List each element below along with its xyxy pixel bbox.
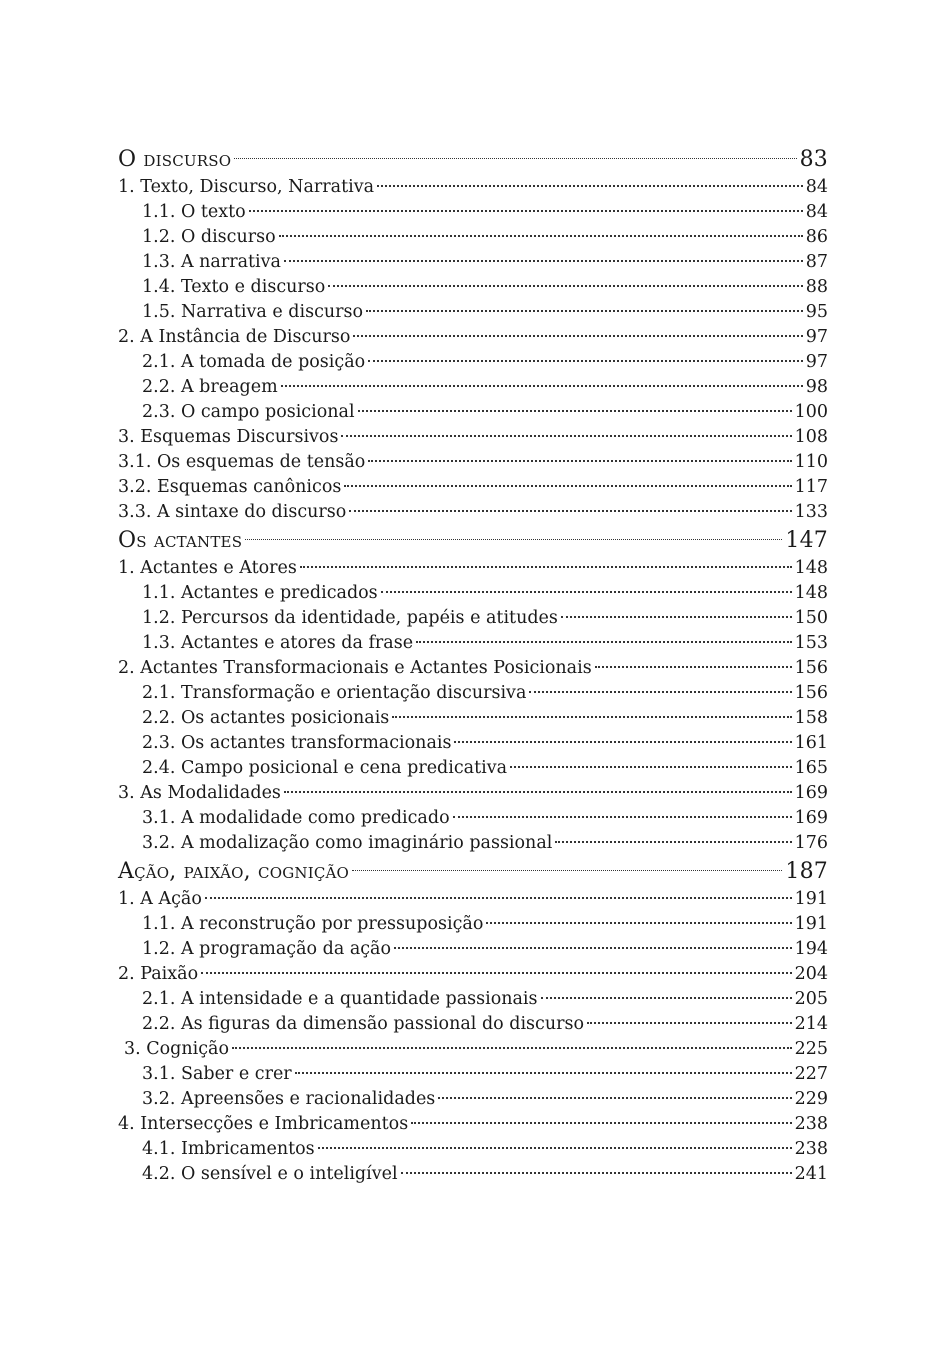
dot-leader xyxy=(245,539,782,540)
toc-entry-title: 1. Texto, Discurso, Narrativa xyxy=(118,177,375,197)
toc-entry-title: 1.2. O discurso xyxy=(142,227,276,247)
toc-subentry[interactable] xyxy=(118,987,828,1012)
toc-subentry[interactable] xyxy=(118,731,828,756)
dot-leader xyxy=(561,616,792,618)
toc-chapter-heading[interactable] xyxy=(118,856,828,887)
toc-entry-title: 3.1. Saber e crer xyxy=(142,1064,292,1084)
toc-entry-title: 1.1. Actantes e predicados xyxy=(142,583,378,603)
toc-entry[interactable] xyxy=(118,656,828,681)
toc-entry[interactable] xyxy=(118,175,828,200)
table-of-contents xyxy=(118,144,828,1187)
toc-page-number: 241 xyxy=(794,1164,828,1184)
toc-subentry[interactable] xyxy=(118,375,828,400)
toc-page-number: 229 xyxy=(794,1089,828,1109)
dot-leader xyxy=(328,285,802,287)
toc-entry-title: 3.3. A sintaxe do discurso xyxy=(118,502,347,522)
dot-leader xyxy=(201,972,791,974)
toc-entry-title: 2.1. A intensidade e a quantidade passionais xyxy=(142,989,538,1009)
toc-entry-title: 4.1. Imbricamentos xyxy=(142,1139,315,1159)
toc-page-number: 191 xyxy=(794,889,828,909)
toc-entry[interactable] xyxy=(118,500,828,525)
toc-entry-title: 3. Esquemas Discursivos xyxy=(118,427,339,447)
toc-subentry[interactable] xyxy=(118,581,828,606)
dot-leader xyxy=(295,1072,792,1074)
toc-entry-title: 2.1. Transformação e orientação discursiva xyxy=(142,683,527,703)
toc-entry-title: Os actantes xyxy=(118,528,243,553)
dot-leader xyxy=(555,841,791,843)
toc-entry-title: 2.2. Os actantes posicionais xyxy=(142,708,390,728)
dot-leader xyxy=(453,816,792,818)
dot-leader xyxy=(366,310,803,312)
toc-entry-title: 1.2. Percursos da identidade, papéis e atitudes xyxy=(142,608,558,628)
dot-leader xyxy=(368,460,791,462)
toc-entry-title: 1.5. Narrativa e discurso xyxy=(142,302,364,322)
toc-entry-title: 2.3. Os actantes transformacionais xyxy=(142,733,452,753)
toc-entry[interactable] xyxy=(118,325,828,350)
dot-leader xyxy=(529,691,791,693)
toc-entry-title: O discurso xyxy=(118,147,232,172)
toc-entry-title: 2. Actantes Transformacionais e Actantes Posicionais xyxy=(118,658,592,678)
toc-entry-title: 1. A Ação xyxy=(118,889,202,909)
toc-page-number: 117 xyxy=(794,477,828,497)
toc-page-number: 148 xyxy=(794,583,828,603)
toc-subentry[interactable] xyxy=(118,1062,828,1087)
toc-page-number: 108 xyxy=(794,427,828,447)
toc-page-number: 133 xyxy=(794,502,828,522)
dot-leader xyxy=(281,385,803,387)
dot-leader xyxy=(381,591,792,593)
toc-page-number: 205 xyxy=(794,989,828,1009)
toc-entry[interactable] xyxy=(118,962,828,987)
toc-page-number: 110 xyxy=(794,452,828,472)
toc-entry-title: 3.1. A modalidade como predicado xyxy=(142,808,450,828)
toc-entry-title: 4.2. O sensível e o inteligível xyxy=(142,1164,398,1184)
toc-entry-title: 4. Intersecções e Imbricamentos xyxy=(118,1114,409,1134)
toc-entry[interactable] xyxy=(118,1112,828,1137)
toc-chapter-heading[interactable] xyxy=(118,144,828,175)
toc-entry-title: 2.3. O campo posicional xyxy=(142,402,355,422)
toc-page-number: 98 xyxy=(805,377,828,397)
dot-leader xyxy=(279,235,803,237)
toc-page-number: 176 xyxy=(794,833,828,853)
toc-entry-title: 2.2. As figuras da dimensão passional do discurso xyxy=(142,1014,584,1034)
dot-leader xyxy=(411,1122,791,1124)
toc-page-number: 187 xyxy=(785,859,828,884)
toc-entry[interactable] xyxy=(118,450,828,475)
toc-subentry[interactable] xyxy=(118,1162,828,1187)
toc-page-number: 158 xyxy=(794,708,828,728)
dot-leader xyxy=(284,260,803,262)
toc-subentry[interactable] xyxy=(118,806,828,831)
toc-entry-title: 3.2. A modalização como imaginário passional xyxy=(142,833,553,853)
toc-page-number: 238 xyxy=(794,1114,828,1134)
toc-subentry[interactable] xyxy=(118,400,828,425)
toc-entry-title: 3.2. Apreensões e racionalidades xyxy=(142,1089,436,1109)
toc-page-number: 204 xyxy=(794,964,828,984)
toc-subentry[interactable] xyxy=(118,631,828,656)
toc-entry-title: 1.4. Texto e discurso xyxy=(142,277,326,297)
toc-entry-title: 2. Paixão xyxy=(118,964,199,984)
toc-subentry[interactable] xyxy=(118,912,828,937)
toc-page-number: 165 xyxy=(794,758,828,778)
toc-subentry[interactable] xyxy=(118,681,828,706)
toc-subentry[interactable] xyxy=(118,300,828,325)
dot-leader xyxy=(438,1097,791,1099)
toc-page-number: 97 xyxy=(805,327,828,347)
toc-page-number: 156 xyxy=(794,683,828,703)
toc-entry-title: 1.1. O texto xyxy=(142,202,246,222)
toc-subentry[interactable] xyxy=(118,937,828,962)
toc-subentry[interactable] xyxy=(118,606,828,631)
toc-page-number: 238 xyxy=(794,1139,828,1159)
toc-page-number: 161 xyxy=(794,733,828,753)
toc-entry-title: 1.3. Actantes e atores da frase xyxy=(142,633,414,653)
dot-leader xyxy=(377,185,803,187)
dot-leader xyxy=(353,335,802,337)
toc-page-number: 95 xyxy=(805,302,828,322)
toc-subentry[interactable] xyxy=(118,200,828,225)
dot-leader xyxy=(284,791,792,793)
toc-page-number: 194 xyxy=(794,939,828,959)
dot-leader xyxy=(454,741,791,743)
toc-page-number: 214 xyxy=(794,1014,828,1034)
toc-page-number: 169 xyxy=(794,808,828,828)
toc-subentry[interactable] xyxy=(118,225,828,250)
dot-leader xyxy=(234,158,796,159)
toc-subentry[interactable] xyxy=(118,1087,828,1112)
toc-page-number: 87 xyxy=(805,252,828,272)
toc-page-number: 191 xyxy=(794,914,828,934)
dot-leader xyxy=(510,766,792,768)
toc-subentry[interactable] xyxy=(118,1012,828,1037)
toc-subentry[interactable] xyxy=(118,350,828,375)
dot-leader xyxy=(344,485,791,487)
toc-page-number: 97 xyxy=(805,352,828,372)
dot-leader xyxy=(595,666,792,668)
toc-subentry[interactable] xyxy=(118,275,828,300)
dot-leader xyxy=(416,641,792,643)
toc-page-number: 84 xyxy=(805,177,828,197)
toc-entry[interactable] xyxy=(118,781,828,806)
toc-entry-title: 1.2. A programação da ação xyxy=(142,939,392,959)
toc-page-number: 83 xyxy=(799,147,828,172)
dot-leader xyxy=(232,1047,792,1049)
toc-page-number: 88 xyxy=(805,277,828,297)
toc-page-number: 156 xyxy=(794,658,828,678)
toc-page-number: 148 xyxy=(794,558,828,578)
toc-entry[interactable] xyxy=(118,1037,828,1062)
dot-leader xyxy=(352,870,782,871)
toc-page-number: 86 xyxy=(805,227,828,247)
toc-page-number: 153 xyxy=(794,633,828,653)
toc-page-number: 150 xyxy=(794,608,828,628)
dot-leader xyxy=(341,435,791,437)
toc-entry-title: 1.1. A reconstrução por pressuposição xyxy=(142,914,484,934)
toc-entry-title: 1.3. A narrativa xyxy=(142,252,281,272)
toc-entry-title: 3. As Modalidades xyxy=(118,783,281,803)
dot-leader xyxy=(205,897,792,899)
toc-page-number: 227 xyxy=(794,1064,828,1084)
toc-entry-title: 2.2. A breagem xyxy=(142,377,278,397)
toc-entry-title: 1. Actantes e Atores xyxy=(118,558,297,578)
toc-entry-title: Ação, paixão, cognição xyxy=(118,859,350,884)
toc-entry[interactable] xyxy=(118,556,828,581)
dot-leader xyxy=(368,360,803,362)
toc-entry-title: 2. A Instância de Discurso xyxy=(118,327,351,347)
toc-entry-title: 3. Cognição xyxy=(124,1039,230,1059)
toc-entry-title: 3.1. Os esquemas de tensão xyxy=(118,452,366,472)
toc-entry-title: 2.1. A tomada de posição xyxy=(142,352,366,372)
toc-page-number: 147 xyxy=(785,528,828,553)
dot-leader xyxy=(349,510,791,512)
toc-page-number: 225 xyxy=(794,1039,828,1059)
toc-page-number: 84 xyxy=(805,202,828,222)
toc-chapter-heading[interactable] xyxy=(118,525,828,556)
toc-entry-title: 3.2. Esquemas canônicos xyxy=(118,477,342,497)
toc-entry[interactable] xyxy=(118,425,828,450)
toc-page-number: 100 xyxy=(794,402,828,422)
dot-leader xyxy=(486,922,791,924)
toc-subentry[interactable] xyxy=(118,706,828,731)
toc-entry[interactable] xyxy=(118,475,828,500)
dot-leader xyxy=(401,1172,792,1174)
toc-page-number: 169 xyxy=(794,783,828,803)
toc-subentry[interactable] xyxy=(118,1137,828,1162)
toc-subentry[interactable] xyxy=(118,831,828,856)
dot-leader xyxy=(587,1022,792,1024)
toc-subentry[interactable] xyxy=(118,756,828,781)
dot-leader xyxy=(541,997,792,999)
dot-leader xyxy=(394,947,792,949)
toc-entry-title: 2.4. Campo posicional e cena predicativa xyxy=(142,758,508,778)
dot-leader xyxy=(318,1147,792,1149)
dot-leader xyxy=(249,210,803,212)
toc-entry[interactable] xyxy=(118,887,828,912)
dot-leader xyxy=(392,716,791,718)
toc-subentry[interactable] xyxy=(118,250,828,275)
dot-leader xyxy=(358,410,792,412)
dot-leader xyxy=(300,566,792,568)
